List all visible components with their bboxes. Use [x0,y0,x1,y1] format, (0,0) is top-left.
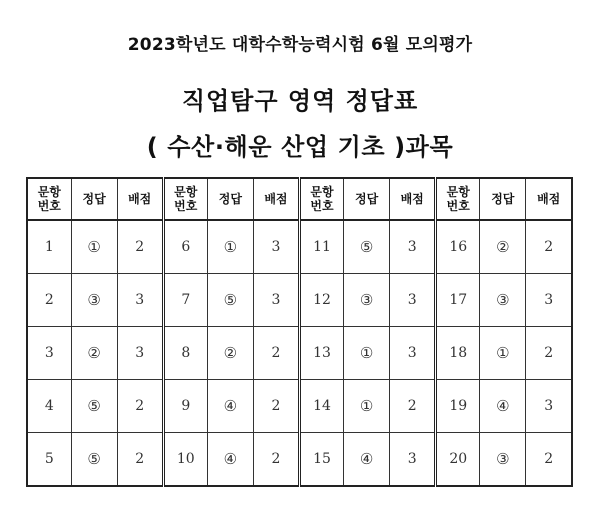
answer-header: 정답 [344,178,390,220]
question-number: 17 [436,274,480,327]
question-number: 19 [436,380,480,433]
question-number: 16 [436,220,480,274]
table-row [27,327,572,380]
answer-cell: ① [344,380,390,433]
question-number: 9 [163,380,207,433]
answer-cell: ④ [480,380,526,433]
points-header: 배점 [390,178,436,220]
points-cell: 3 [526,380,572,433]
question-number: 3 [27,327,71,380]
points-header: 배점 [253,178,299,220]
points-cell: 2 [526,433,572,487]
points-cell: 2 [253,380,299,433]
answer-cell: ③ [71,274,117,327]
points-cell: 2 [117,220,163,274]
question-number: 11 [299,220,343,274]
table-row [27,433,572,487]
points-cell: 2 [253,327,299,380]
points-cell: 2 [253,433,299,487]
question-number-header: 문항 번호 [27,178,71,220]
points-header: 배점 [526,178,572,220]
answer-cell: ③ [480,433,526,487]
points-cell: 3 [390,220,436,274]
answer-cell: ① [480,327,526,380]
question-number: 15 [299,433,343,487]
question-number: 13 [299,327,343,380]
points-cell: 2 [526,220,572,274]
points-cell: 3 [253,220,299,274]
table-row [27,220,572,274]
answer-cell: ② [71,327,117,380]
answer-cell: ① [344,327,390,380]
question-number: 7 [163,274,207,327]
question-number: 5 [27,433,71,487]
answer-cell: ② [207,327,253,380]
answer-cell: ⑤ [71,380,117,433]
points-cell: 3 [390,327,436,380]
points-cell: 2 [117,433,163,487]
table-row [27,274,572,327]
answer-cell: ④ [207,433,253,487]
table-header-row [27,178,572,220]
question-number: 4 [27,380,71,433]
table-row [27,380,572,433]
question-number: 18 [436,327,480,380]
question-number: 20 [436,433,480,487]
question-number: 8 [163,327,207,380]
points-cell: 3 [117,327,163,380]
question-number: 6 [163,220,207,274]
question-number: 10 [163,433,207,487]
points-cell: 2 [117,380,163,433]
question-number-header: 문항 번호 [436,178,480,220]
points-cell: 3 [117,274,163,327]
answer-header: 정답 [207,178,253,220]
answer-header: 정답 [480,178,526,220]
points-cell: 2 [390,380,436,433]
answer-key-table [26,177,573,487]
answer-cell: ⑤ [71,433,117,487]
answer-cell: ⑤ [344,220,390,274]
question-number: 14 [299,380,343,433]
points-header: 배점 [117,178,163,220]
answer-key-title: 직업탐구 영역 정답표 [181,87,419,115]
question-number-header: 문항 번호 [163,178,207,220]
subject-title: ( 수산·해운 산업 기초 )과목 [146,133,454,161]
answer-cell: ③ [344,274,390,327]
points-cell: 3 [253,274,299,327]
points-cell: 3 [390,274,436,327]
points-cell: 2 [526,327,572,380]
answer-cell: ② [480,220,526,274]
answer-cell: ① [207,220,253,274]
points-cell: 3 [390,433,436,487]
answer-header: 정답 [71,178,117,220]
exam-title: 2023학년도 대학수학능력시험 6월 모의평가 [127,35,473,55]
question-number: 1 [27,220,71,274]
answer-cell: ① [71,220,117,274]
points-cell: 3 [526,274,572,327]
answer-cell: ④ [207,380,253,433]
answer-cell: ⑤ [207,274,253,327]
question-number-header: 문항 번호 [299,178,343,220]
answer-cell: ④ [344,433,390,487]
answer-cell: ③ [480,274,526,327]
question-number: 2 [27,274,71,327]
question-number: 12 [299,274,343,327]
